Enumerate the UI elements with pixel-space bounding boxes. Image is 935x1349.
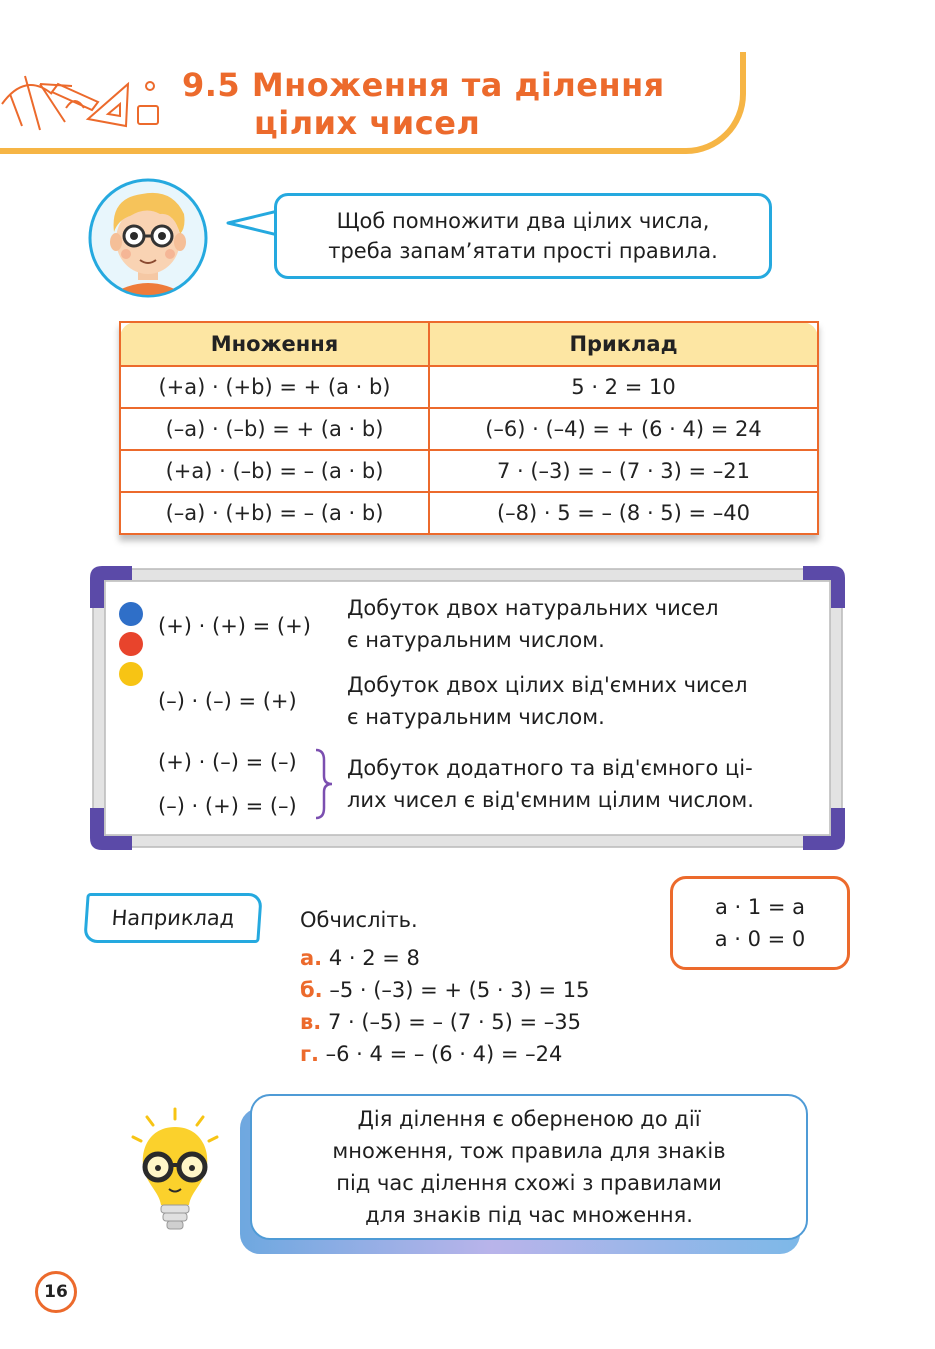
speech-bubble-tail [226, 207, 278, 237]
intro-line1: Щоб помножити два цілих числа, [336, 209, 710, 233]
example-cell: (–6) · (–4) = + (6 · 4) = 24 [429, 408, 818, 450]
example-item [300, 1010, 581, 1034]
example-item-letter: в. [300, 1010, 322, 1034]
table-row [120, 450, 818, 492]
example-item [300, 946, 420, 970]
note-line: під час ділення схожі з правилами [336, 1171, 722, 1195]
intro-line2: треба запам’ятати прості правила. [328, 239, 718, 263]
rule3-formula-b: (–) · (+) = (–) [158, 794, 297, 818]
identity-line2: a · 0 = 0 [714, 927, 806, 951]
table-row [120, 492, 818, 534]
rule3-formula-a: (+) · (–) = (–) [158, 750, 297, 774]
division-note [250, 1094, 808, 1240]
example-instruction: Обчисліть. [300, 908, 418, 932]
curly-brace-icon [312, 748, 334, 820]
example-item-letter: б. [300, 978, 323, 1002]
rule-cell: (–a) · (+b) = – (a · b) [120, 492, 429, 534]
rule3-text-line2: лих чисел є від'ємним цілим числом. [347, 788, 754, 812]
example-cell: 7 · (–3) = – (7 · 3) = –21 [429, 450, 818, 492]
boy-avatar-icon [88, 178, 208, 298]
multiplication-rules-table [119, 321, 819, 535]
note-line: для знаків під час множення. [365, 1203, 693, 1227]
table-row [120, 408, 818, 450]
rule1-formula: (+) · (+) = (+) [158, 614, 311, 638]
rule2-text-line2: є натуральним числом. [347, 705, 605, 729]
table-header-row [120, 322, 818, 366]
lightbulb-icon [125, 1105, 225, 1235]
identity-box [670, 876, 850, 970]
rule1-text-line2: є натуральним числом. [347, 628, 605, 652]
example-item-letter: г. [300, 1042, 319, 1066]
example-cell: 5 · 2 = 10 [429, 366, 818, 408]
example-item-letter: а. [300, 946, 323, 970]
table-row [120, 366, 818, 408]
rule-cell: (+a) · (+b) = + (a · b) [120, 366, 429, 408]
intro-speech-bubble [274, 193, 772, 279]
example-cell: (–8) · 5 = – (8 · 5) = –40 [429, 492, 818, 534]
note-line: множення, тож правила для знаків [332, 1139, 726, 1163]
yellow-dot-icon [119, 662, 143, 686]
example-item-expression: –5 · (–3) = + (5 · 3) = 15 [329, 978, 590, 1002]
example-item-expression: 7 · (–5) = – (7 · 5) = –35 [327, 1010, 582, 1034]
rule-cell: (+a) · (–b) = – (a · b) [120, 450, 429, 492]
note-line: Дія ділення є оберненою до дії [357, 1107, 701, 1131]
geometry-tools-icon [0, 64, 170, 134]
identity-line1: a · 1 = a [714, 895, 806, 919]
column-header-example: Приклад [429, 322, 818, 366]
rule-cell: (–a) · (–b) = + (a · b) [120, 408, 429, 450]
example-item [300, 1042, 562, 1066]
example-item-expression: 4 · 2 = 8 [328, 946, 420, 970]
lesson-title-line2: цілих чисел [254, 104, 481, 142]
example-item [300, 978, 589, 1002]
rule2-formula: (–) · (–) = (+) [158, 689, 297, 713]
column-header-multiplication: Множення [120, 322, 429, 366]
example-item-expression: –6 · 4 = – (6 · 4) = –24 [325, 1042, 563, 1066]
rule2-text-line1: Добуток двох цілих від'ємних чисел [347, 673, 748, 697]
blue-dot-icon [119, 602, 143, 626]
rule3-text-line1: Добуток додатного та від'ємного ці- [347, 756, 753, 780]
lesson-title-line1: 9.5 Множення та ділення [182, 66, 665, 104]
example-label: Наприклад [83, 893, 262, 943]
rule1-text-line1: Добуток двох натуральних чисел [347, 596, 719, 620]
page-number: 16 [35, 1271, 77, 1313]
red-dot-icon [119, 632, 143, 656]
